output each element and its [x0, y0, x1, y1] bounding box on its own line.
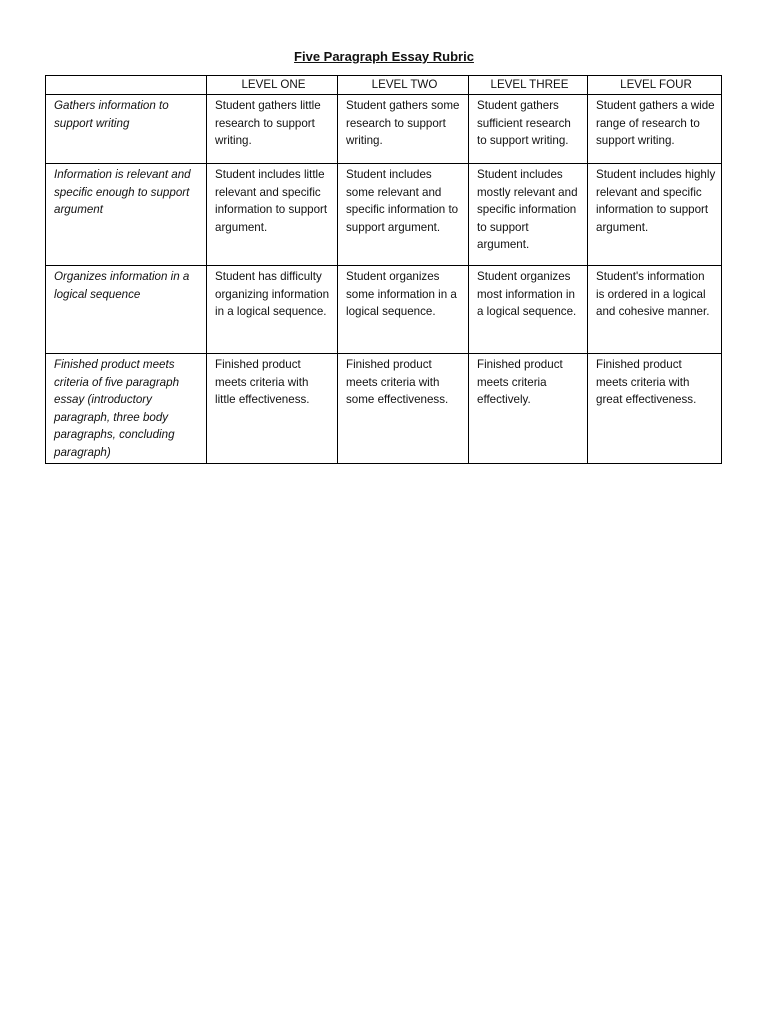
table-row: [46, 95, 722, 164]
criterion-cell: Organizes information in a logical sequence: [46, 266, 207, 354]
table-cell: Student includes little relevant and specific information to support argument.: [207, 164, 338, 266]
table-cell: Finished product meets criteria with great effectiveness.: [588, 354, 722, 464]
header-cell-level-four: LEVEL FOUR: [588, 76, 722, 95]
criterion-cell: Finished product meets criteria of five paragraph essay (introductory paragraph, three body paragraphs, concluding paragraph): [46, 354, 207, 464]
header-cell-level-two: LEVEL TWO: [338, 76, 469, 95]
table-cell: Student gathers some research to support writing.: [338, 95, 469, 164]
table-cell: Student has difficulty organizing information in a logical sequence.: [207, 266, 338, 354]
criterion-cell: Information is relevant and specific enough to support argument: [46, 164, 207, 266]
table-row: [46, 164, 722, 266]
table-cell: Student includes mostly relevant and specific information to support argument.: [469, 164, 588, 266]
table-cell: Student organizes some information in a logical sequence.: [338, 266, 469, 354]
criterion-cell: Gathers information to support writing: [46, 95, 207, 164]
table-cell: Student organizes most information in a logical sequence.: [469, 266, 588, 354]
table-header-row: [46, 76, 722, 95]
table-cell: Student includes highly relevant and specific information to support argument.: [588, 164, 722, 266]
table-row: [46, 266, 722, 354]
header-cell-level-three: LEVEL THREE: [469, 76, 588, 95]
table-cell: Student gathers little research to support writing.: [207, 95, 338, 164]
rubric-table: [45, 75, 722, 464]
table-cell: Student gathers a wide range of research to support writing.: [588, 95, 722, 164]
table-cell: Finished product meets criteria effectively.: [469, 354, 588, 464]
header-cell-level-one: LEVEL ONE: [207, 76, 338, 95]
table-cell: Student includes some relevant and specific information to support argument.: [338, 164, 469, 266]
table-cell: Finished product meets criteria with little effectiveness.: [207, 354, 338, 464]
header-cell-blank: [46, 76, 207, 95]
table-cell: Student's information is ordered in a logical and cohesive manner.: [588, 266, 722, 354]
table-cell: Finished product meets criteria with some effectiveness.: [338, 354, 469, 464]
table-row: [46, 354, 722, 464]
table-cell: Student gathers sufficient research to support writing.: [469, 95, 588, 164]
document-title: Five Paragraph Essay Rubric: [294, 49, 474, 64]
